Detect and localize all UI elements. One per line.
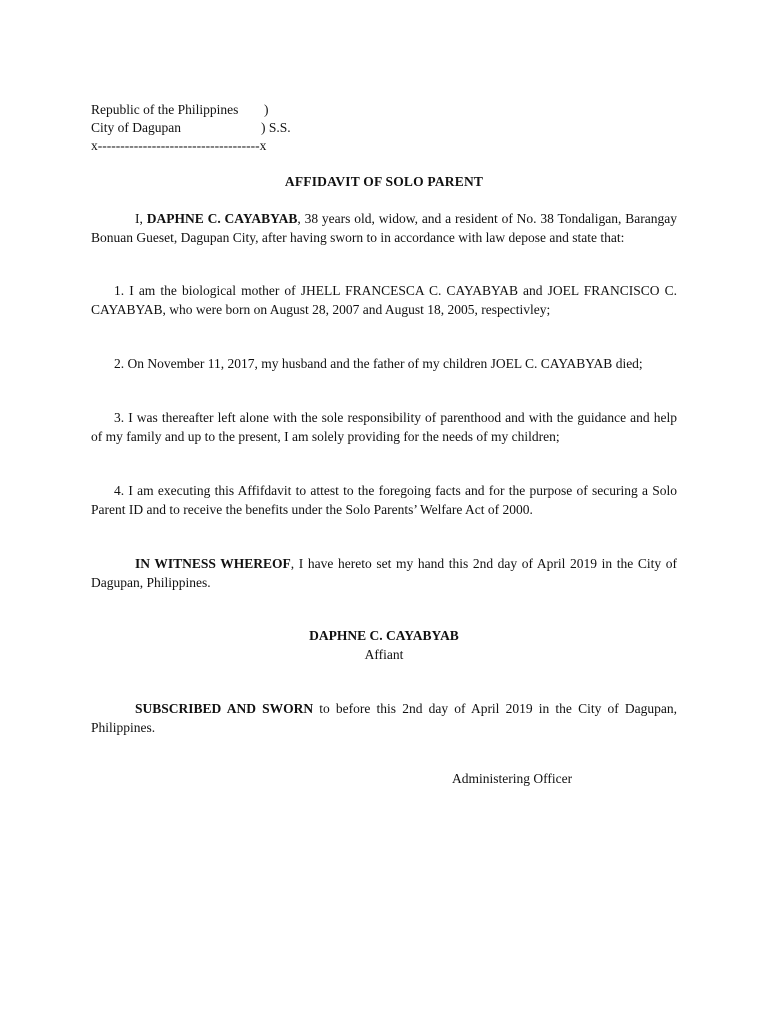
venue-city-text: City of Dagupan	[91, 120, 181, 135]
witness-text: , I have hereto set my hand this 2nd day of April 2019 in the City of Dagupan, Philippines.	[91, 556, 677, 590]
jurat-paragraph	[91, 700, 677, 737]
statement-item-1: 1. I am the biological mother of JHELL FRANCESCA C. CAYABYAB and JOEL FRANCISCO C. CAYABYAB, who were born on August 28, 2007 and August 18, 2005, respectivley;	[91, 283, 677, 317]
venue-republic-bracket: )	[264, 102, 269, 117]
venue-line-city	[91, 119, 291, 137]
affiant-signature-block	[0, 627, 768, 664]
venue-block	[91, 101, 291, 155]
statement-item-4: 4. I am executing this Affifdavit to attest to the foregoing facts and for the purpose of securing a Solo Parent ID and to receive the benefits under the Solo Parents’ Welfare Act of 2000.	[91, 483, 677, 517]
venue-republic-text: Republic of the Philippines	[91, 102, 239, 117]
document-title: AFFIDAVIT OF SOLO PARENT	[284, 174, 484, 189]
venue-ss-text: ) S.S.	[261, 120, 291, 135]
affiant-name-intro: DAPHNE C. CAYABYAB	[146, 211, 298, 226]
witness-paragraph	[91, 555, 677, 592]
affiant-signature-name: DAPHNE C. CAYABYAB	[309, 628, 459, 643]
intro-paragraph	[91, 210, 677, 247]
jurat-lead: SUBSCRIBED AND SWORN	[135, 701, 314, 716]
venue-separator: x------------------------------------x	[91, 138, 267, 153]
intro-text: , 38 years old, widow, and a resident of No. 38 Tondaligan, Barangay Bonuan Gueset, Dagupan City, after having sworn to in accordance with law depose and state that:	[91, 211, 677, 245]
statement-item-2: 2. On November 11, 2017, my husband and the father of my children JOEL C. CAYABYAB died;	[114, 356, 643, 371]
administering-officer-label: Administering Officer	[452, 771, 573, 786]
jurat-text: to before this 2nd day of April 2019 in the City of Dagupan, Philippines.	[91, 701, 677, 735]
venue-line-republic	[91, 101, 269, 119]
statement-item-3: 3. I was thereafter left alone with the sole responsibility of parenthood and with the guidance and help of my family and up to the present, I am solely providing for the needs of my children;	[91, 410, 677, 444]
intro-prefix: I,	[135, 211, 147, 226]
affiant-signature-role: Affiant	[364, 646, 404, 662]
witness-lead: IN WITNESS WHEREOF	[135, 556, 291, 571]
